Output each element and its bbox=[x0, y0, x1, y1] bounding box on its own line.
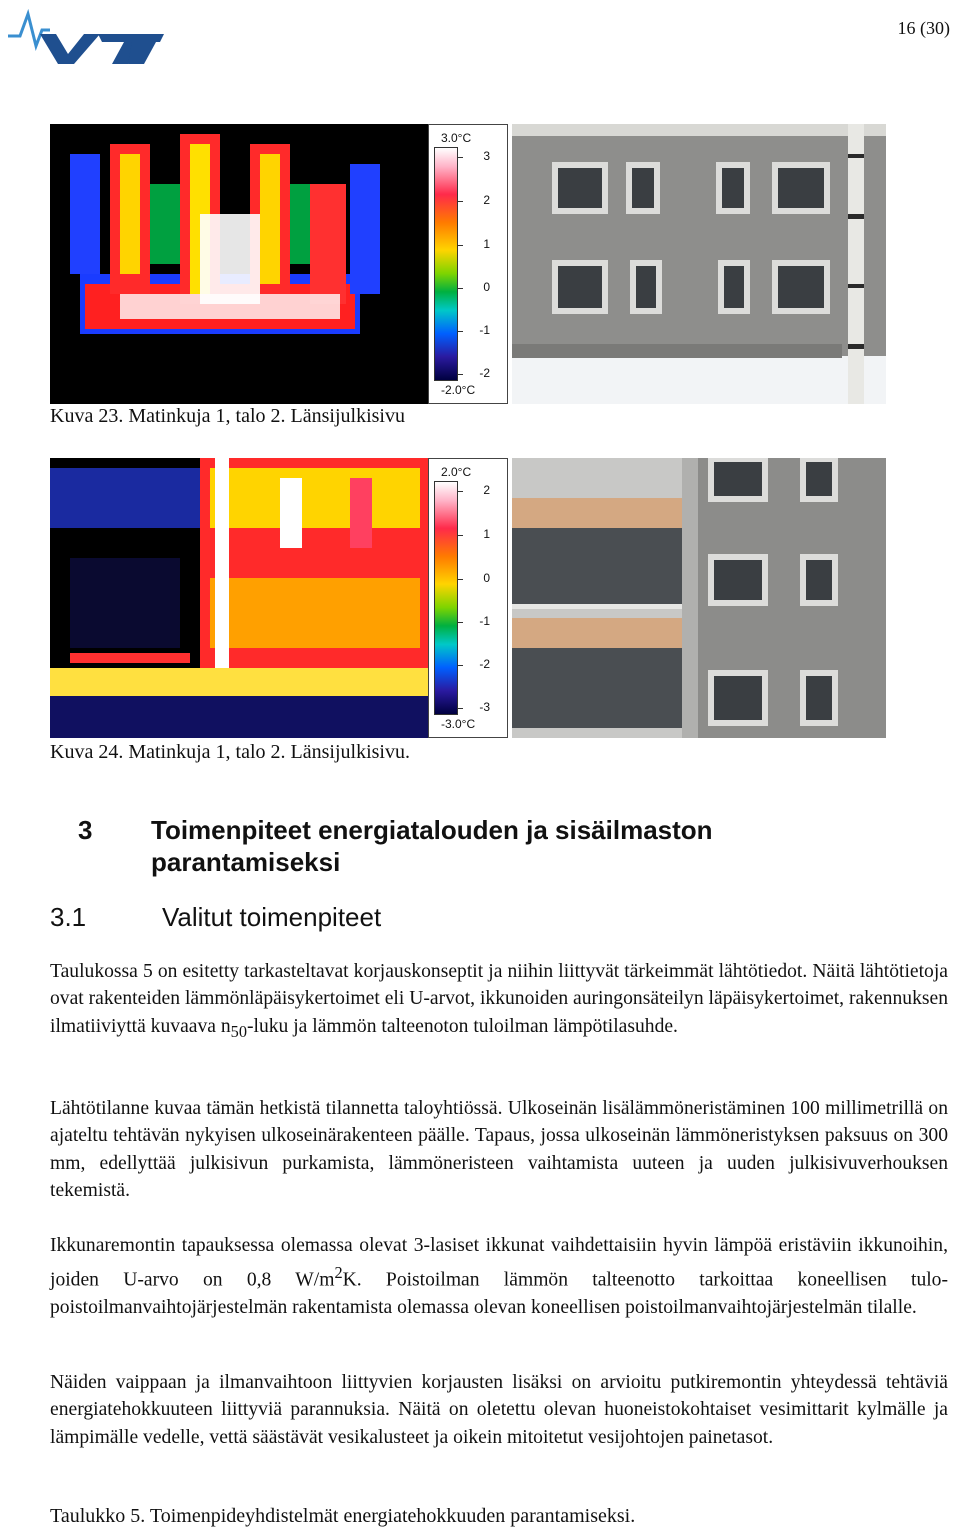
scale-tick bbox=[457, 708, 463, 709]
section-title: Toimenpiteet energiatalouden ja sisäilmaston parantamiseksi bbox=[151, 815, 713, 877]
scale-tick-label: 1 bbox=[483, 527, 490, 541]
temperature-scale-23 bbox=[428, 124, 508, 404]
scale-tick-label: -2 bbox=[479, 366, 490, 380]
paragraph-3: Ikkunaremontin tapauksessa olemassa olevat 3-lasiset ikkunat vaihdettaisiin hyvin lämpöä eristäviin ikkunoihin, joiden U-arvo on 0,8 $W/m^2K$. Poistoilman lämmön talteenotto tarkoittaa koneellisen tulo-poistoilmanvaihtojärjestelmän rakentamista olemassa olevan koneellisen poistoilmanvaihtojärjestelmän tilalle. bbox=[50, 1235, 949, 1319]
scale-tick bbox=[457, 535, 463, 536]
scale-tick bbox=[457, 374, 463, 375]
scale-tick-label: 0 bbox=[483, 280, 490, 294]
scale-tick bbox=[457, 665, 463, 666]
paragraph-1: Taulukossa 5 on esitetty tarkasteltavat korjauskonseptit ja niihin liittyvät tärkeimmät lähtötiedot. Näitä lähtötietoja ovat rakenteiden lämmönläpäisykertoimet eli U-arvot, ikkunoiden auringonsäteilyn läpäisykertoimet, rakennuksen ilmatiiviyttä kuvaava $n_{50}$-luku ja lämmön talteenoton tuloilman lämpötilasuhde. bbox=[50, 961, 948, 1041]
paragraph-4: Näiden vaippaan ja ilmanvaihtoon liittyvien korjausten lisäksi on arvioitu putkiremontin yhteydessä tehtäviä energiatehokkuuteen liittyviä parannuksia. Näitä on oletettu olevan huoneistokohtaiset vesimittarit kylmälle ja lämpimälle vedelle, vettä säästävät vesikalusteet ja oikein mitoitetut vesijohtojen painetasot. bbox=[50, 1372, 948, 1448]
scale-tick-label: -3 bbox=[479, 700, 490, 714]
scale-tick bbox=[457, 491, 463, 492]
scale-tick-label: 0 bbox=[483, 571, 490, 585]
section-number: 3 bbox=[78, 815, 93, 845]
paragraph-2: Lähtötilanne kuvaa tämän hetkistä tilannetta taloyhtiössä. Ulkoseinän lisälämmöneristäminen 100 millimetrillä on ajateltu tehtävän nykyisen ulkoseinärakenteen päälle. Tapaus, jossa ulkoseinän lämmöneristyksen paksuus on 300 mm, edellyttää julkisivun purkamista, lämmöneristeen vaihtamista uuteen ja uuden julkisivuverhouksen tekemistä. bbox=[50, 1098, 948, 1202]
scale-tick-label: 2 bbox=[483, 483, 490, 497]
scale-tick bbox=[457, 622, 463, 623]
subsection-title: Valitut toimenpiteet bbox=[162, 902, 382, 932]
scale-max-label: 3.0°C bbox=[441, 131, 472, 145]
scale-tick-label: 2 bbox=[483, 193, 490, 207]
scale-tick-label: -1 bbox=[479, 323, 490, 337]
subsection-number: 3.1 bbox=[50, 902, 87, 932]
facade-photo-23 bbox=[512, 124, 886, 404]
color-scale-bar bbox=[434, 147, 458, 381]
thermal-image-24 bbox=[50, 458, 428, 738]
scale-tick bbox=[457, 579, 463, 580]
scale-tick-label: 3 bbox=[483, 149, 490, 163]
vtt-logo bbox=[6, 6, 166, 64]
facade-photo-24 bbox=[512, 458, 886, 738]
figure-24-caption: Kuva 24. Matinkuja 1, talo 2. Länsijulkisivu. bbox=[50, 741, 410, 763]
unit-superscript: 2 bbox=[334, 1263, 343, 1283]
table-5-caption: Taulukko 5. Toimenpideyhdistelmät energiatehokkuuden parantamiseksi. bbox=[50, 1505, 636, 1527]
thermal-image-23 bbox=[50, 124, 428, 404]
n50-subscript: 50 bbox=[230, 1021, 247, 1041]
scale-tick-label: -2 bbox=[479, 657, 490, 671]
scale-tick-label: -1 bbox=[479, 614, 490, 628]
figure-23 bbox=[50, 124, 886, 404]
scale-tick bbox=[457, 201, 463, 202]
scale-tick bbox=[457, 288, 463, 289]
scale-tick bbox=[457, 157, 463, 158]
figure-24 bbox=[50, 458, 886, 738]
temperature-scale-24 bbox=[428, 458, 508, 738]
subsection-heading bbox=[50, 902, 750, 933]
figure-23-caption: Kuva 23. Matinkuja 1, talo 2. Länsijulkisivu bbox=[50, 405, 405, 427]
scale-min-label: -2.0°C bbox=[441, 383, 476, 397]
scale-tick bbox=[457, 331, 463, 332]
color-scale-bar bbox=[434, 481, 458, 715]
scale-tick bbox=[457, 245, 463, 246]
scale-min-label: -3.0°C bbox=[441, 717, 476, 731]
scale-max-label: 2.0°C bbox=[441, 465, 472, 479]
page-number: 16 (30) bbox=[897, 18, 950, 38]
scale-tick-label: 1 bbox=[483, 237, 490, 251]
